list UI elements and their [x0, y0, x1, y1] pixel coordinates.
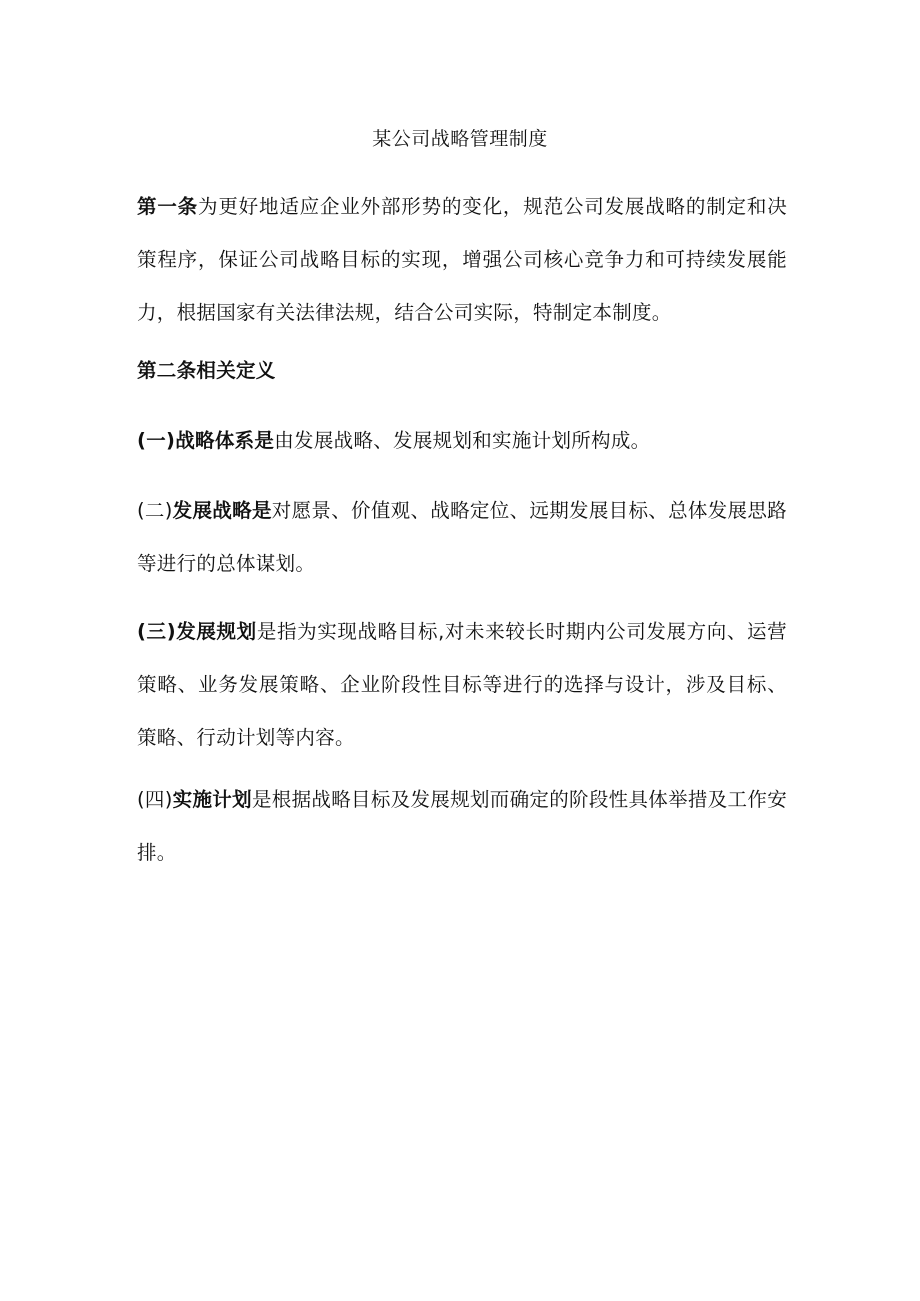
definition-1-number: (一) [137, 429, 176, 452]
definition-1-term: 战略体系是 [175, 429, 275, 452]
definition-2-term: 发展战略是 [172, 499, 272, 522]
article-2-heading: 第二条相关定义 [137, 359, 276, 382]
document-title: 某公司战略管理制度 [372, 128, 548, 150]
definition-4-term: 实施计划 [172, 788, 252, 811]
definition-3-number: (三) [137, 620, 176, 643]
definition-4-paragraph [137, 773, 787, 879]
definition-4-text: 是根据战略目标及发展规划而确定的阶段性具体举措及工作安排。 [137, 788, 787, 864]
article-1-lead: 第一条 [137, 195, 198, 218]
definition-3-text: 是指为实现战略目标,对未来较长时期内公司发展方向、运营策略、业务发展策略、企业阶段性目标等进行的选择与设计，涉及目标、策略、行动计划等内容。 [137, 620, 787, 749]
definition-1-text: 由发展战略、发展规划和实施计划所构成。 [274, 429, 651, 452]
definition-4-number: (四) [137, 788, 173, 811]
definition-1-paragraph [137, 414, 787, 467]
definition-2-text: 对愿景、价值观、战略定位、远期发展目标、总体发展思路等进行的总体谋划。 [137, 499, 787, 575]
definition-3-paragraph [137, 605, 787, 764]
article-1-paragraph [137, 180, 787, 339]
article-1-text: 为更好地适应企业外部形势的变化，规范公司发展战略的制定和决策程序，保证公司战略目标的实现，增强公司核心竞争力和可持续发展能力，根据国家有关法律法规，结合公司实际，特制定本制度。 [137, 195, 788, 324]
definition-2-number: (二) [137, 499, 173, 522]
definition-3-term: 发展规划 [175, 620, 257, 643]
definition-2-paragraph [137, 484, 787, 590]
